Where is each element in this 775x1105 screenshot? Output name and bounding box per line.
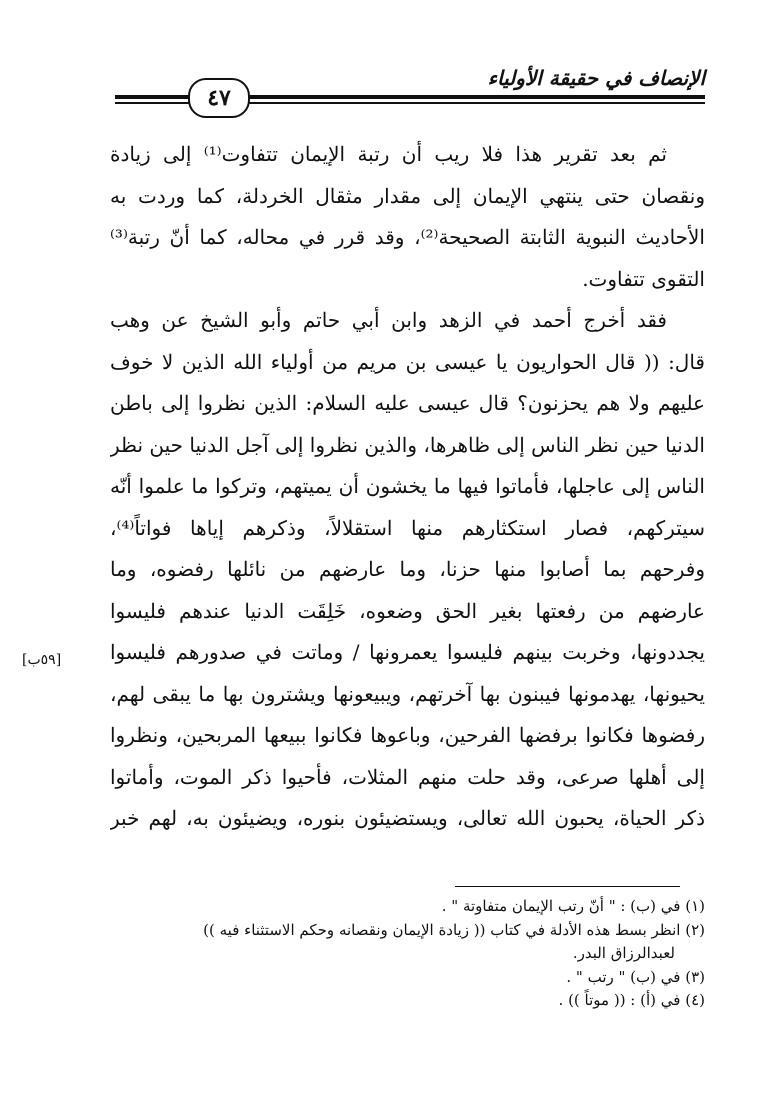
text-line: سيتركهم، فصار استكثارهم منها استقلالاً، وذكرهم إياها فواتاً⁽⁴⁾،	[110, 515, 705, 540]
page-number: ٤٧	[188, 78, 250, 118]
text-line: قال: (( قال الحواريون يا عيسى بن مريم من أولياء الله الذين لا خوف	[110, 349, 705, 374]
footnote-separator	[455, 886, 680, 887]
text-line: الأحاديث النبوية الثابتة الصحيحة⁽²⁾، وقد قرر في محاله، كما أنّ رتبة⁽³⁾	[110, 225, 705, 249]
text-line: وفرحهم بما أصابوا منها حزنا، وما عارضهم من نائلها رفضوه، وما	[110, 557, 705, 581]
text-line: الدنيا حين نظر الناس إلى ظاهرها، والذين نظروا إلى آجل الدنيا حين نظر	[110, 432, 705, 457]
text-line: الناس إلى عاجلها، فأماتوا فيها ما يخشون أن يميتهم، وتركوا ما علموا أنّه	[110, 474, 705, 498]
book-title: الإنصاف في حقيقة الأولياء	[487, 66, 705, 90]
manuscript-folio-marker: [٥٩ب]	[22, 652, 62, 668]
main-text	[110, 134, 705, 840]
text-line: عليهم ولا هم يحزنون؟ قال عيسى عليه السلام: الذين نظروا إلى باطن	[110, 391, 705, 415]
footnote: (٣) في (ب) " رتب " .	[566, 967, 705, 986]
footnote: (١) في (ب) : " أنّ رتب الإيمان متفاوتة " .	[441, 897, 705, 915]
text-line: ونقصان حتى ينتهي الإيمان إلى مقدار مثقال الخردلة، كما وردت به	[110, 183, 705, 208]
footnote-continuation: لعبدالرزاق البدر.	[572, 944, 675, 962]
text-line: فقد أخرج أحمد في الزهد وابن أبي حاتم وأبو الشيخ عن وهب	[110, 308, 667, 332]
text-line: يحيونها، يهدمونها فيبنون بها آخرتهم، ويبيعونها ويشترون بها ما يبقى لهم،	[110, 681, 705, 706]
text-line: التقوى تتفاوت.	[582, 266, 705, 291]
footnotes	[90, 895, 705, 1013]
text-line: إلى أهلها صرعى، وقد حلت منهم المثلات، فأحيوا ذكر الموت، وأماتوا	[110, 764, 705, 789]
footnote: (٤) في (أ) : (( موتاً )) .	[558, 991, 705, 1009]
text-line: رفضوها فكانوا برفضها الفرحين، وباعوها فكانوا ببيعها المربحين، ونظروا	[110, 723, 705, 747]
text-line: عارضهم من رفعتها بغير الحق وضعوه، خَلِقَت الدنيا عندهم فليسوا	[110, 598, 705, 623]
text-line: ذكر الحياة، يحبون الله تعالى، ويستضيئون بنوره، ويضيئون به، لهم خبر	[110, 806, 705, 830]
text-line: ثم بعد تقرير هذا فلا ريب أن رتبة الإيمان تتفاوت⁽¹⁾ إلى زيادة	[110, 142, 667, 166]
footnote: (٢) انظر بسط هذه الأدلة في كتاب (( زيادة الإيمان ونقصانه وحكم الاستثناء فيه ))	[203, 920, 705, 939]
text-line: يجددونها، وخربت بينهم فليسوا يعمرونها / وماتت في صدورهم فليسوا	[110, 640, 705, 664]
